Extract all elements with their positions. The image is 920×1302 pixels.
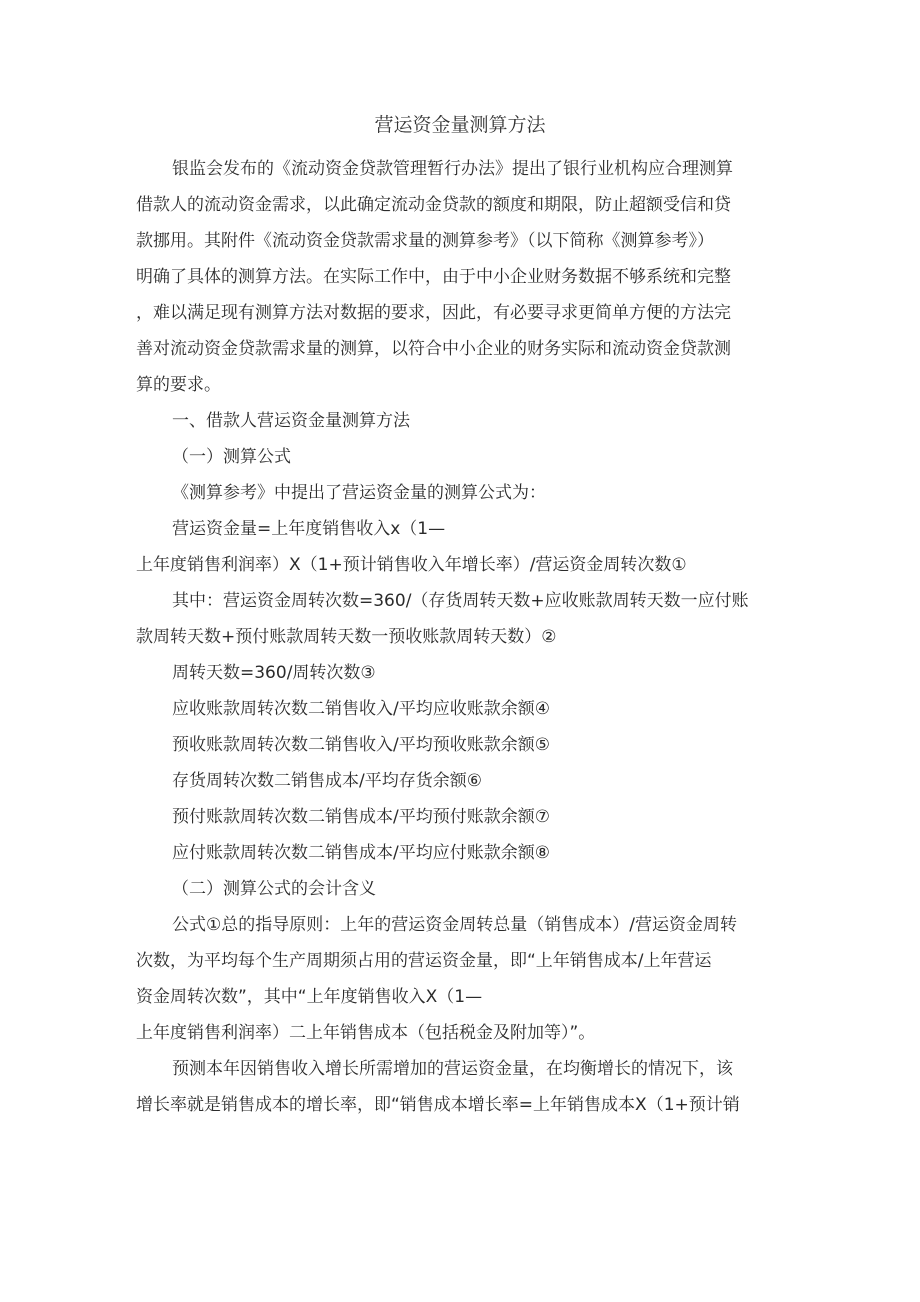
formula-line: 存货周转次数二销售成本/平均存货余额⑥ bbox=[172, 771, 482, 791]
paragraph-line: 善对流动资金贷款需求量的测算，以符合中小企业的财务实际和流动资金贷款测 bbox=[136, 339, 731, 359]
formula-line: 应收账款周转次数二销售收入/平均应收账款余额④ bbox=[172, 699, 550, 719]
paragraph-line: 公式①总的指导原则：上年的营运资金周转总量（销售成本）/营运资金周转 bbox=[172, 915, 737, 935]
subsection-heading: （一）测算公式 bbox=[172, 447, 291, 467]
paragraph-line: 增长率就是销售成本的增长率，即“销售成本增长率=上年销售成本X（1+预计销 bbox=[136, 1095, 740, 1115]
paragraph-line: 算的要求。 bbox=[136, 375, 221, 395]
paragraph-line: 资金周转次数”，其中“上年度销售收入X（1— bbox=[136, 987, 483, 1007]
paragraph-line: 上年度销售利润率）二上年销售成本（包括税金及附加等）”。 bbox=[136, 1023, 596, 1043]
formula-line: 其中：营运资金周转次数=360/（存货周转天数+应收账款周转天数一应付账 bbox=[172, 591, 749, 611]
formula-line: 应付账款周转次数二销售成本/平均应付账款余额⑧ bbox=[172, 843, 550, 863]
formula-line: 营运资金量=上年度销售收入x（1— bbox=[172, 519, 446, 539]
paragraph-line: ，难以满足现有测算方法对数据的要求，因此，有必要寻求更简单方便的方法完 bbox=[136, 303, 731, 323]
paragraph-line: 银监会发布的《流动资金贷款管理暂行办法》提出了银行业机构应合理测算 bbox=[172, 159, 733, 179]
paragraph-line: 《测算参考》中提出了营运资金量的测算公式为： bbox=[172, 483, 546, 503]
paragraph-line: 款挪用。其附件《流动资金贷款需求量的测算参考》（以下简称《测算参考》） bbox=[136, 231, 714, 251]
paragraph-line: 次数，为平均每个生产周期须占用的营运资金量，即“上年销售成本/上年营运 bbox=[136, 951, 712, 971]
formula-line: 周转天数=360/周转次数③ bbox=[172, 663, 376, 683]
subsection-heading: （二）测算公式的会计含义 bbox=[172, 879, 376, 899]
paragraph-line: 借款人的流动资金需求，以此确定流动金贷款的额度和期限，防止超额受信和贷 bbox=[136, 195, 731, 215]
formula-line: 上年度销售利润率）X（1+预计销售收入年增长率）/营运资金周转次数① bbox=[136, 555, 687, 575]
paragraph-line: 预测本年因销售收入增长所需增加的营运资金量，在均衡增长的情况下，该 bbox=[172, 1059, 733, 1079]
document-body bbox=[136, 151, 786, 1123]
document-title: 营运资金量测算方法 bbox=[374, 114, 546, 136]
formula-line: 预付账款周转次数二销售成本/平均预付账款余额⑦ bbox=[172, 807, 550, 827]
section-heading: 一、借款人营运资金量测算方法 bbox=[172, 411, 410, 431]
paragraph-line: 明确了具体的测算方法。在实际工作中，由于中小企业财务数据不够系统和完整 bbox=[136, 267, 731, 287]
formula-line: 款周转天数+预付账款周转天数一预收账款周转天数）② bbox=[136, 627, 557, 647]
formula-line: 预收账款周转次数二销售收入/平均预收账款余额⑤ bbox=[172, 735, 550, 755]
